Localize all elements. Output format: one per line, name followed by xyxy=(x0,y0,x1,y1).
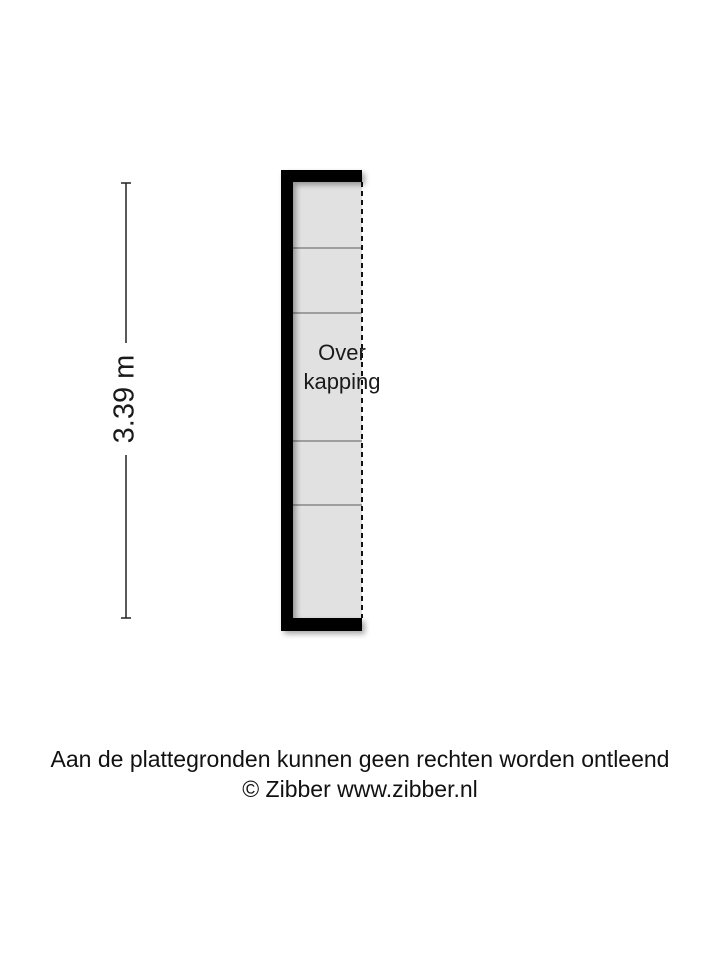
dimension-line xyxy=(109,183,141,618)
room-label-line-1: Over xyxy=(318,340,366,365)
copyright-text: © Zibber www.zibber.nl xyxy=(242,776,478,802)
disclaimer-text: Aan de plattegronden kunnen geen rechten worden ontleend xyxy=(50,746,670,772)
wall-top xyxy=(281,170,362,182)
wall-bottom xyxy=(281,618,362,631)
wall-left xyxy=(281,170,293,631)
room-overkapping xyxy=(281,170,381,631)
room-label-line-2: kapping xyxy=(303,369,381,394)
room-floor xyxy=(293,182,362,618)
dimension-label: 3.39 m xyxy=(108,354,141,444)
